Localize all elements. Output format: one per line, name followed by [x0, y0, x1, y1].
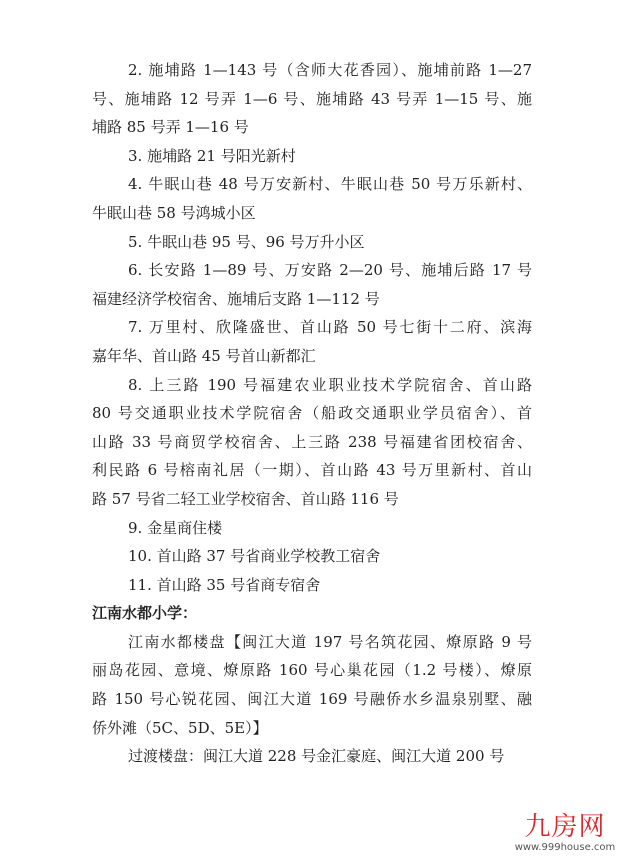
text-line: 6. 长安路 1—89 号、万安路 2—20 号、施埔后路 17 号: [128, 261, 532, 280]
text-line: 过渡楼盘：闽江大道 228 号金汇豪庭、闽江大道 200 号: [128, 747, 505, 766]
text-line: 牛眠山巷 58 号鸿城小区: [92, 203, 256, 222]
list-item: [92, 56, 532, 142]
text-line: 侨外滩（5C、5D、5E）】: [92, 718, 268, 737]
text-line: 10. 首山路 37 号省商业学校教工宿舍: [128, 547, 381, 566]
list-item: [92, 371, 532, 514]
list-item: [92, 542, 532, 571]
list-item: [92, 571, 532, 600]
text-line: 山路 33 号商贸学校宿舍、上三路 238 号福建省团校宿舍、: [92, 432, 532, 451]
watermark: [505, 812, 625, 854]
list-item: [92, 170, 532, 227]
text-line: 7. 万里村、欣隆盛世、首山路 50 号七街十二府、滨海: [128, 318, 532, 337]
list-item: [92, 142, 532, 171]
list-item: [92, 628, 532, 742]
text-line: 福建经济学校宿舍、施埔后支路 1—112 号: [92, 289, 380, 308]
text-line: 3. 施埔路 21 号阳光新村: [128, 146, 296, 165]
text-line: 8. 上三路 190 号福建农业职业技术学院宿舍、首山路: [128, 375, 532, 394]
text-line: 号、施埔路 12 号弄 1—6 号、施埔路 43 号弄 1—15 号、施: [92, 89, 532, 108]
text-line: 4. 牛眠山巷 48 号万安新村、牛眠山巷 50 号万乐新村、: [128, 175, 532, 194]
text-line: 路 57 号省二轻工业学校宿舍、首山路 116 号: [92, 489, 399, 508]
list-item: [92, 514, 532, 543]
list-item: [92, 313, 532, 370]
text-line: 80 号交通职业技术学院宿舍（船政交通职业学员宿舍）、首: [92, 404, 532, 423]
list-item: [92, 256, 532, 313]
section-heading: 江南水都小学：: [92, 604, 198, 623]
text-line: 9. 金星商住楼: [128, 518, 223, 537]
watermark-url: www.999house.com: [514, 842, 616, 853]
list-item: [92, 742, 532, 771]
text-line: 嘉年华、首山路 45 号首山新都汇: [92, 346, 316, 365]
text-line: 2. 施埔路 1—143 号（含师大花香园）、施埔前路 1—27: [128, 61, 532, 79]
document-body: [92, 56, 532, 771]
text-line: 利民路 6 号榕南礼居（一期）、首山路 43 号万里新村、首山: [92, 461, 532, 480]
text-line: 5. 牛眠山巷 95 号、96 号万升小区: [128, 232, 365, 251]
text-line: 江南水都楼盘【闽江大道 197 号名筑花园、燎原路 9 号: [128, 632, 532, 651]
text-line: 路 150 号心锐花园、闽江大道 169 号融侨水乡温泉别墅、融: [92, 690, 532, 709]
text-line: 11. 首山路 35 号省商专宿舍: [128, 575, 321, 594]
watermark-logo: 九房网: [524, 812, 606, 842]
text-line: 丽岛花园、意境、燎原路 160 号心巢花园（1.2 号楼）、燎原: [92, 661, 532, 680]
text-line: 埔路 85 号弄 1—16 号: [92, 118, 249, 137]
list-item: [92, 228, 532, 257]
